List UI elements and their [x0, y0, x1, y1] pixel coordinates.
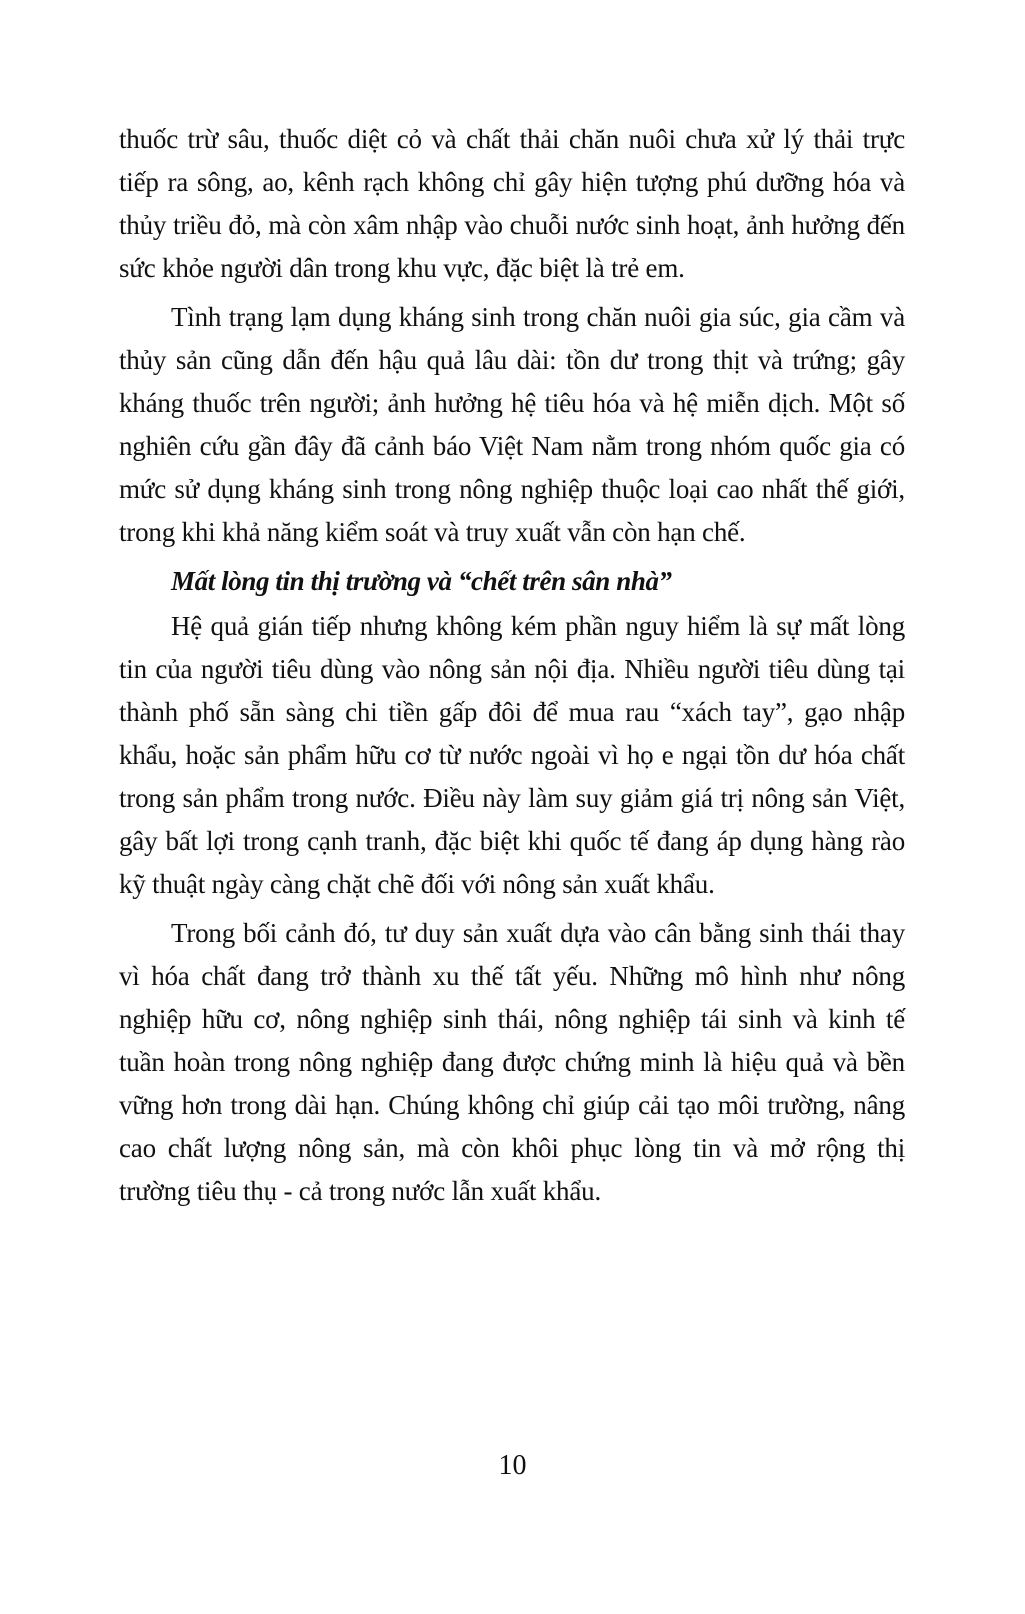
document-page [119, 118, 905, 1219]
page-number: 10 [498, 1450, 527, 1481]
paragraph-continued: thuốc trừ sâu, thuốc diệt cỏ và chất thải chăn nuôi chưa xử lý thải trực tiếp ra sông, ao, kênh rạch không chỉ gây hiện tượng phú dưỡng hóa và thủy triều đỏ, mà còn xâm nhập vào chuỗi nước sinh hoạt, ảnh hưởng đến sức khỏe người dân trong khu vực, đặc biệt là trẻ em. [119, 124, 905, 283]
paragraph-antibiotics: Tình trạng lạm dụng kháng sinh trong chăn nuôi gia súc, gia cầm và thủy sản cũng dẫn đến hậu quả lâu dài: tồn dư trong thịt và trứng; gây kháng thuốc trên người; ảnh hưởng hệ tiêu hóa và hệ miễn dịch. Một số nghiên cứu gần đây đã cảnh báo Việt Nam nằm trong nhóm quốc gia có mức sử dụng kháng sinh trong nông nghiệp thuộc loại cao nhất thế giới, trong khi khả năng kiểm soát và truy xuất vẫn còn hạn chế. [119, 302, 905, 547]
paragraph-ecological-trend: Trong bối cảnh đó, tư duy sản xuất dựa vào cân bằng sinh thái thay vì hóa chất đang trở thành xu thế tất yếu. Những mô hình như nông nghiệp hữu cơ, nông nghiệp sinh thái, nông nghiệp tái sinh và kinh tế tuần hoàn trong nông nghiệp đang được chứng minh là hiệu quả và bền vững hơn trong dài hạn. Chúng không chỉ giúp cải tạo môi trường, nâng cao chất lượng nông sản, mà còn khôi phục lòng tin và mở rộng thị trường tiêu thụ - cả trong nước lẫn xuất khẩu. [119, 918, 905, 1206]
section-heading: Mất lòng tin thị trường và “chết trên sân nhà” [171, 566, 672, 596]
paragraph-consumer-trust: Hệ quả gián tiếp nhưng không kém phần nguy hiểm là sự mất lòng tin của người tiêu dùng vào nông sản nội địa. Nhiều người tiêu dùng tại thành phố sẵn sàng chi tiền gấp đôi để mua rau “xách tay”, gạo nhập khẩu, hoặc sản phẩm hữu cơ từ nước ngoài vì họ e ngại tồn dư hóa chất trong sản phẩm trong nước. Điều này làm suy giảm giá trị nông sản Việt, gây bất lợi trong cạnh tranh, đặc biệt khi quốc tế đang áp dụng hàng rào kỹ thuật ngày càng chặt chẽ đối với nông sản xuất khẩu. [119, 611, 905, 899]
